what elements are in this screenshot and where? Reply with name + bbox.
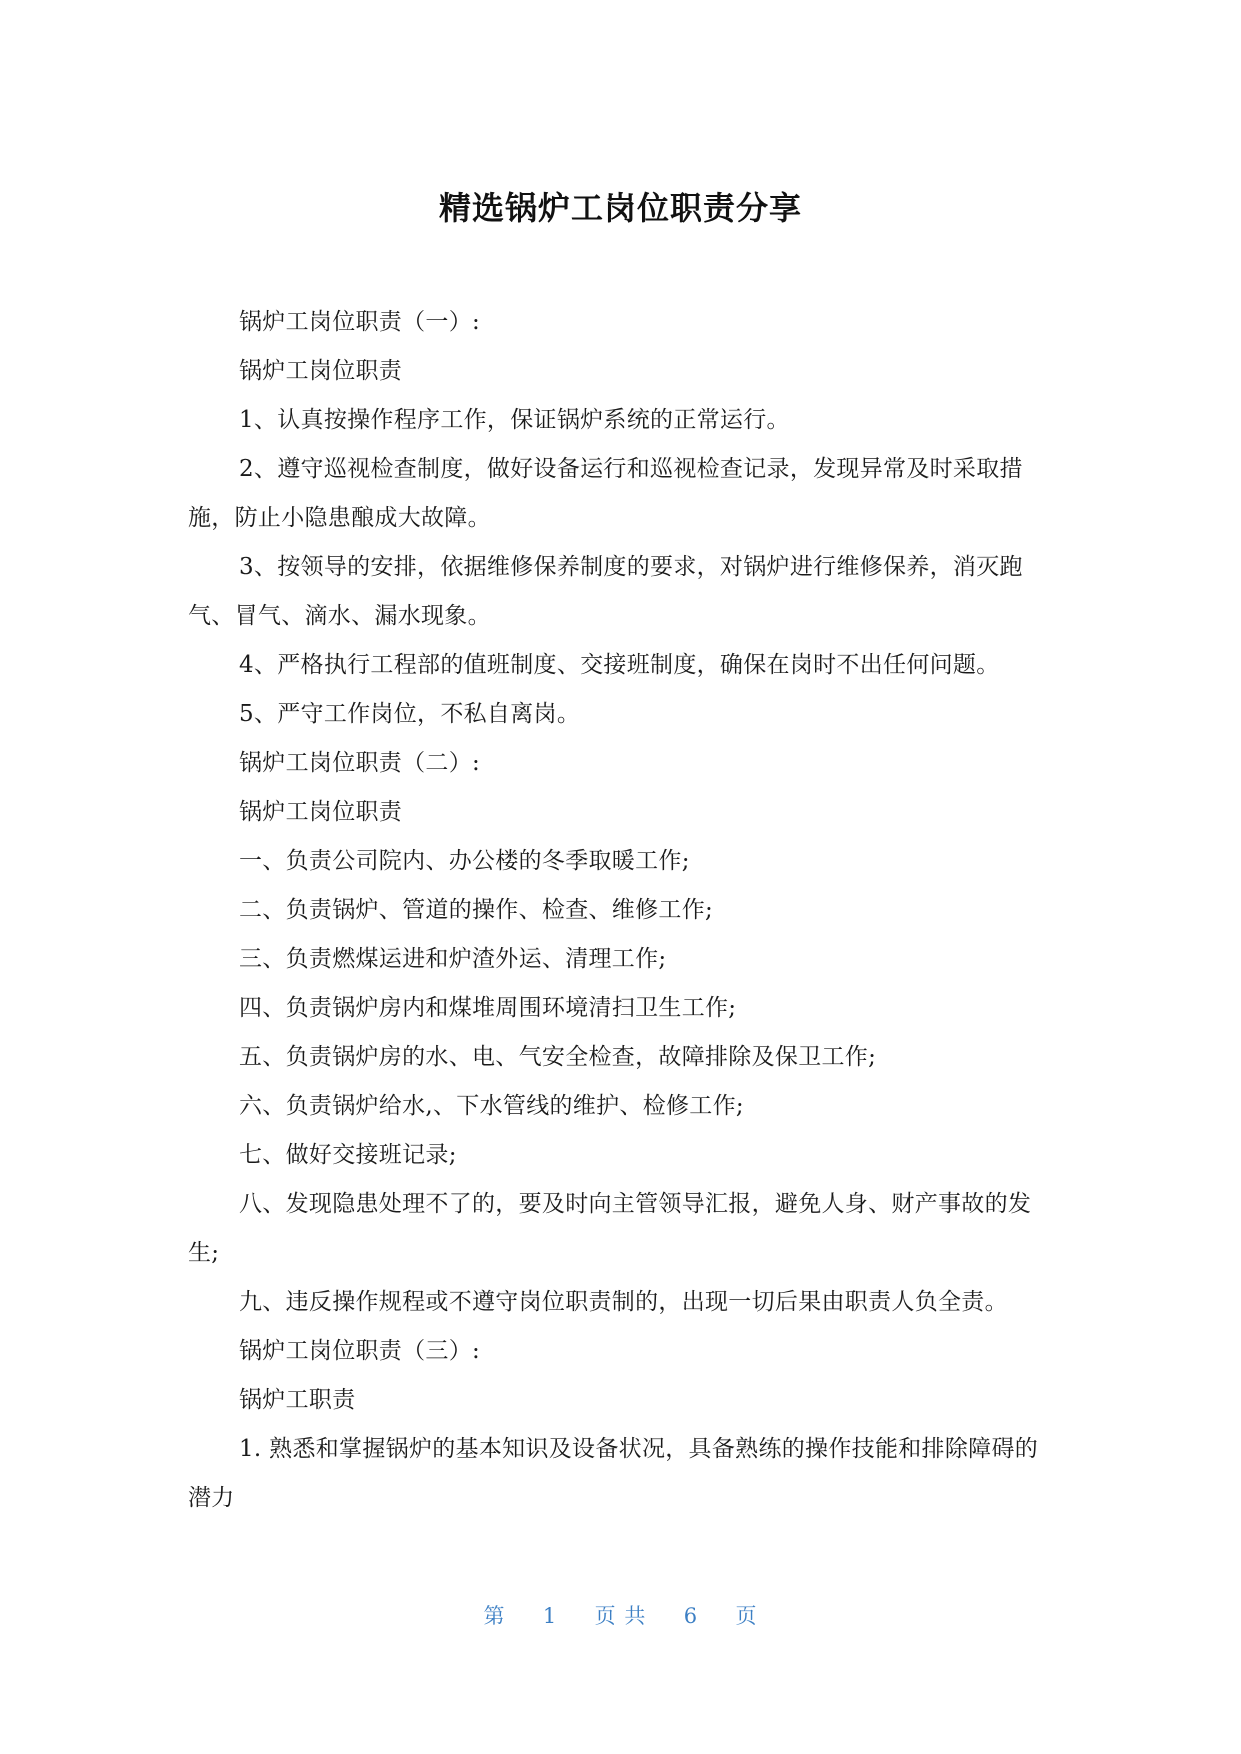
duty-item: 3、按领导的安排，依据维修保养制度的要求，对锅炉进行维修保养，消灭跑气、冒气、滴水、漏水现象。: [188, 554, 1023, 629]
footer-current-page: 1: [542, 1604, 558, 1628]
duty-item: 四、负责锅炉房内和煤堆周围环境清扫卫生工作;: [239, 995, 737, 1021]
duty-item: 5、严守工作岗位，不私自离岗。: [239, 701, 581, 727]
footer-middle: 页 共: [594, 1604, 647, 1628]
duty-item: 二、负责锅炉、管道的操作、检查、维修工作;: [239, 897, 714, 923]
duty-item: 4、严格执行工程部的值班制度、交接班制度，确保在岗时不出任何问题。: [239, 652, 1000, 678]
duty-item: 三、负责燃煤运进和炉渣外运、清理工作;: [239, 946, 667, 972]
section-heading-2: 锅炉工岗位职责（二）:: [239, 750, 481, 776]
duty-item: 九、违反操作规程或不遵守岗位职责制的，出现一切后果由职责人负全责。: [239, 1289, 1008, 1315]
section-heading-3: 锅炉工岗位职责（三）:: [239, 1338, 481, 1364]
duty-item: 2、遵守巡视检查制度，做好设备运行和巡视检查记录，发现异常及时采取措施，防止小隐患酿成大故障。: [188, 456, 1023, 531]
footer-total-pages: 6: [683, 1604, 699, 1628]
document-body: [188, 298, 1058, 1523]
page-number-footer: [0, 1600, 1241, 1630]
duty-item: 1. 熟悉和掌握锅炉的基本知识及设备状况，具备熟练的操作技能和排除障碍的潜力: [188, 1436, 1039, 1511]
duty-item: 七、做好交接班记录;: [239, 1142, 457, 1168]
footer-prefix: 第: [483, 1604, 506, 1628]
section-heading-1: 锅炉工岗位职责（一）:: [239, 309, 481, 335]
document-title: 精选锅炉工岗位职责分享: [438, 189, 802, 227]
duty-item: 八、发现隐患处理不了的，要及时向主管领导汇报，避免人身、财产事故的发生;: [188, 1191, 1032, 1266]
footer-suffix: 页: [735, 1604, 758, 1628]
section-subtitle-2: 锅炉工岗位职责: [239, 799, 403, 825]
duty-item: 一、负责公司院内、办公楼的冬季取暖工作;: [239, 848, 690, 874]
duty-item: 五、负责锅炉房的水、电、气安全检查，故障排除及保卫工作;: [239, 1044, 877, 1070]
section-subtitle-3: 锅炉工职责: [239, 1387, 356, 1413]
section-subtitle-1: 锅炉工岗位职责: [239, 358, 403, 384]
duty-item: 1、认真按操作程序工作，保证锅炉系统的正常运行。: [239, 407, 790, 433]
duty-item: 六、负责锅炉给水,、下水管线的维护、检修工作;: [239, 1093, 744, 1119]
